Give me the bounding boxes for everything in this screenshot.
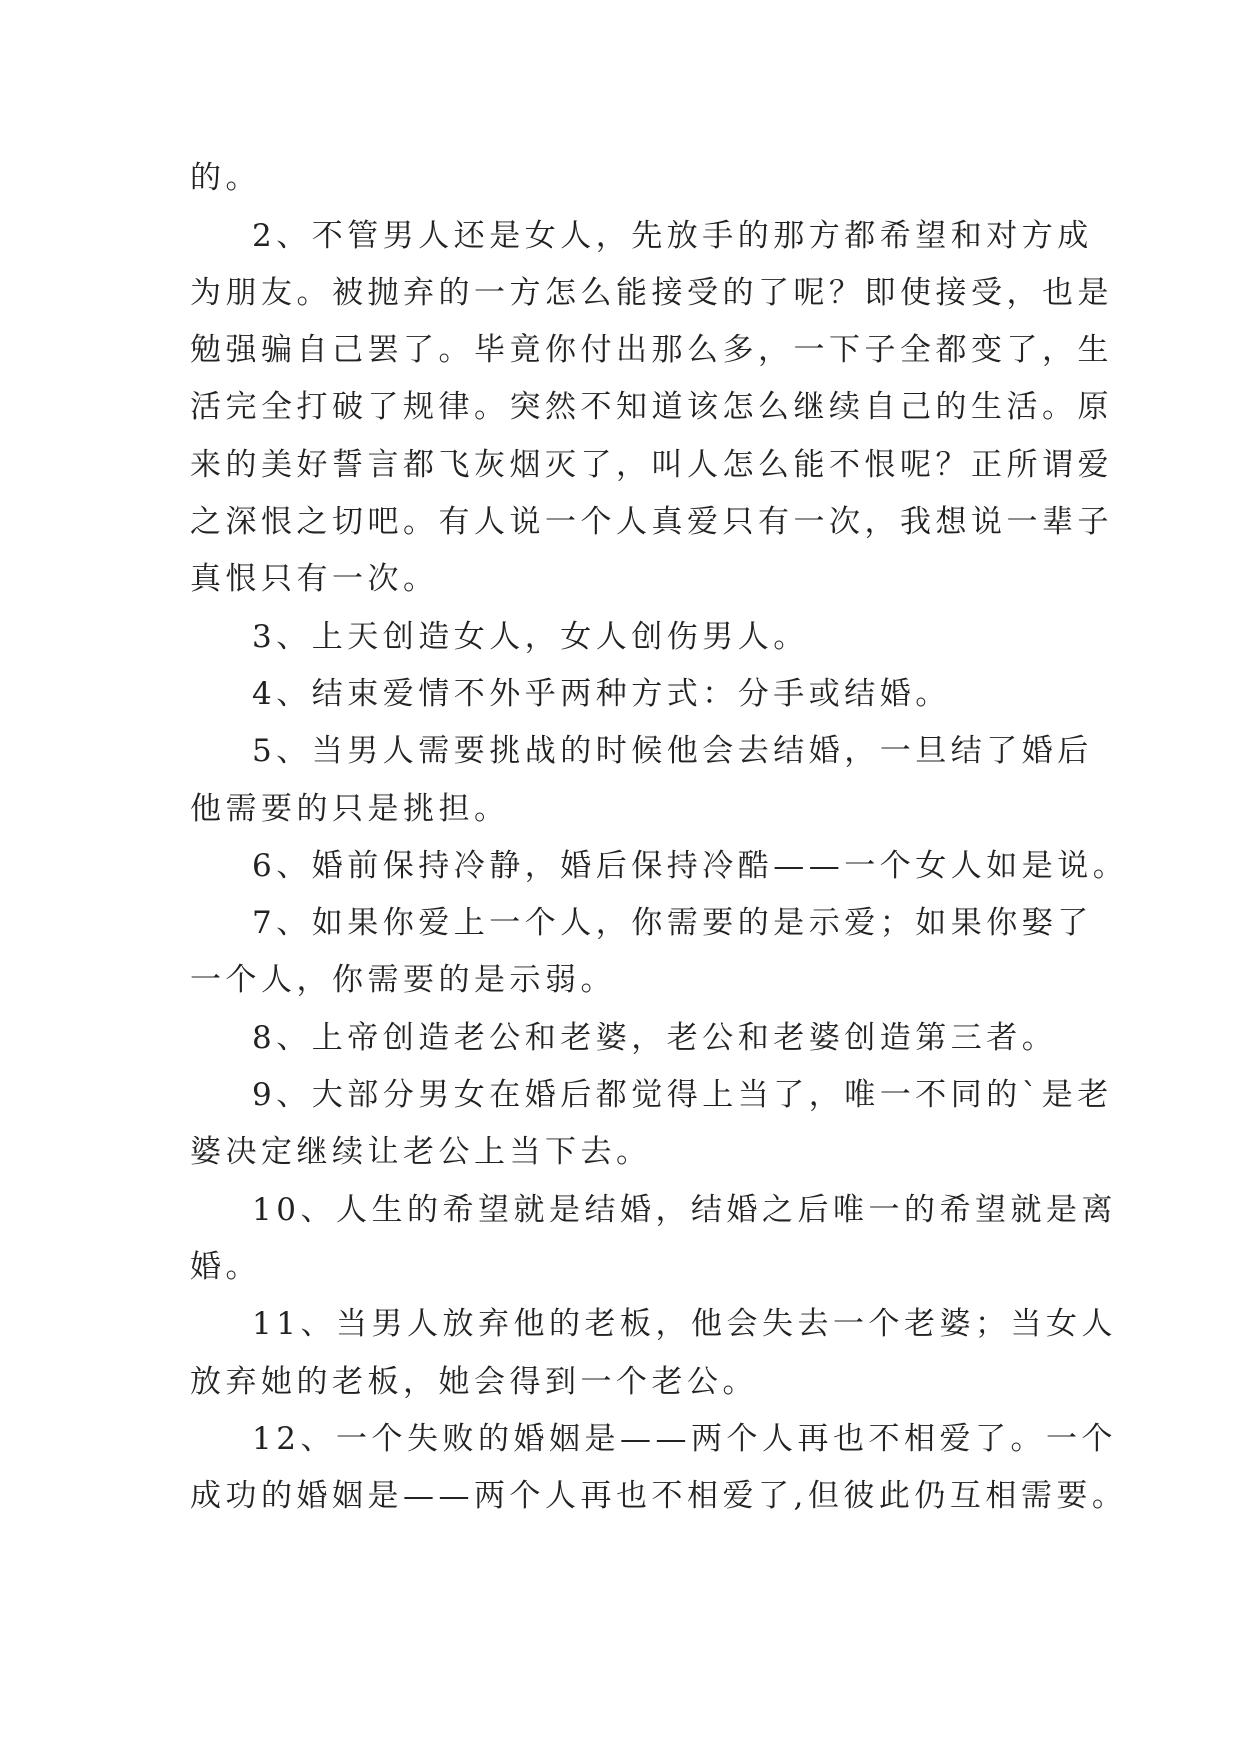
paragraph-line: 为朋友。被抛弃的一方怎么能接受的了呢？即使接受，也是 (190, 275, 1113, 311)
paragraph-line: 活完全打破了规律。突然不知道该怎么继续自己的生活。原 (190, 389, 1113, 425)
paragraph-line: 勉强骗自己罢了。毕竟你付出那么多，一下子全都变了，生 (190, 332, 1113, 368)
paragraph-line: 一个人，你需要的是示弱。 (190, 962, 616, 998)
paragraph-line: 之深恨之切吧。有人说一个人真爱只有一次，我想说一辈子 (190, 504, 1113, 540)
paragraph-line: 11、当男人放弃他的老板，他会失去一个老婆；当女人 (252, 1306, 1117, 1342)
paragraph-line: 10、人生的希望就是结婚，结婚之后唯一的希望就是离 (252, 1192, 1117, 1228)
paragraph-line: 3、上天创造女人，女人创伤男人。 (252, 619, 809, 655)
paragraph-line: 婚。 (190, 1249, 261, 1285)
paragraph-line: 5、当男人需要挑战的时候他会去结婚，一旦结了婚后 (252, 733, 1093, 769)
paragraph-line: 成功的婚姻是——两个人再也不相爱了,但彼此仍互相需要。 (190, 1478, 1128, 1514)
paragraph-line: 真恨只有一次。 (190, 561, 439, 597)
paragraph-line: 12、一个失败的婚姻是——两个人再也不相爱了。一个 (252, 1421, 1117, 1457)
paragraph-line: 2、不管男人还是女人，先放手的那方都希望和对方成 (252, 218, 1093, 254)
paragraph-line: 4、结束爱情不外乎两种方式：分手或结婚。 (252, 676, 951, 712)
paragraph-line: 来的美好誓言都飞灰烟灭了，叫人怎么能不恨呢？正所谓爱 (190, 447, 1113, 483)
paragraph-line: 6、婚前保持冷静，婚后保持冷酷——一个女人如是说。 (252, 848, 1129, 884)
paragraph-line: 的。 (190, 160, 261, 196)
paragraph-line: 婆决定继续让老公上当下去。 (190, 1134, 652, 1170)
paragraph-line: 他需要的只是挑担。 (190, 791, 510, 827)
paragraph-line: 放弃她的老板，她会得到一个老公。 (190, 1364, 758, 1400)
paragraph-line: 7、如果你爱上一个人，你需要的是示爱；如果你娶了 (252, 905, 1093, 941)
paragraph-line: 8、上帝创造老公和老婆，老公和老婆创造第三者。 (252, 1020, 1058, 1056)
paragraph-line: 9、大部分男女在婚后都觉得上当了，唯一不同的`是老 (252, 1077, 1113, 1113)
